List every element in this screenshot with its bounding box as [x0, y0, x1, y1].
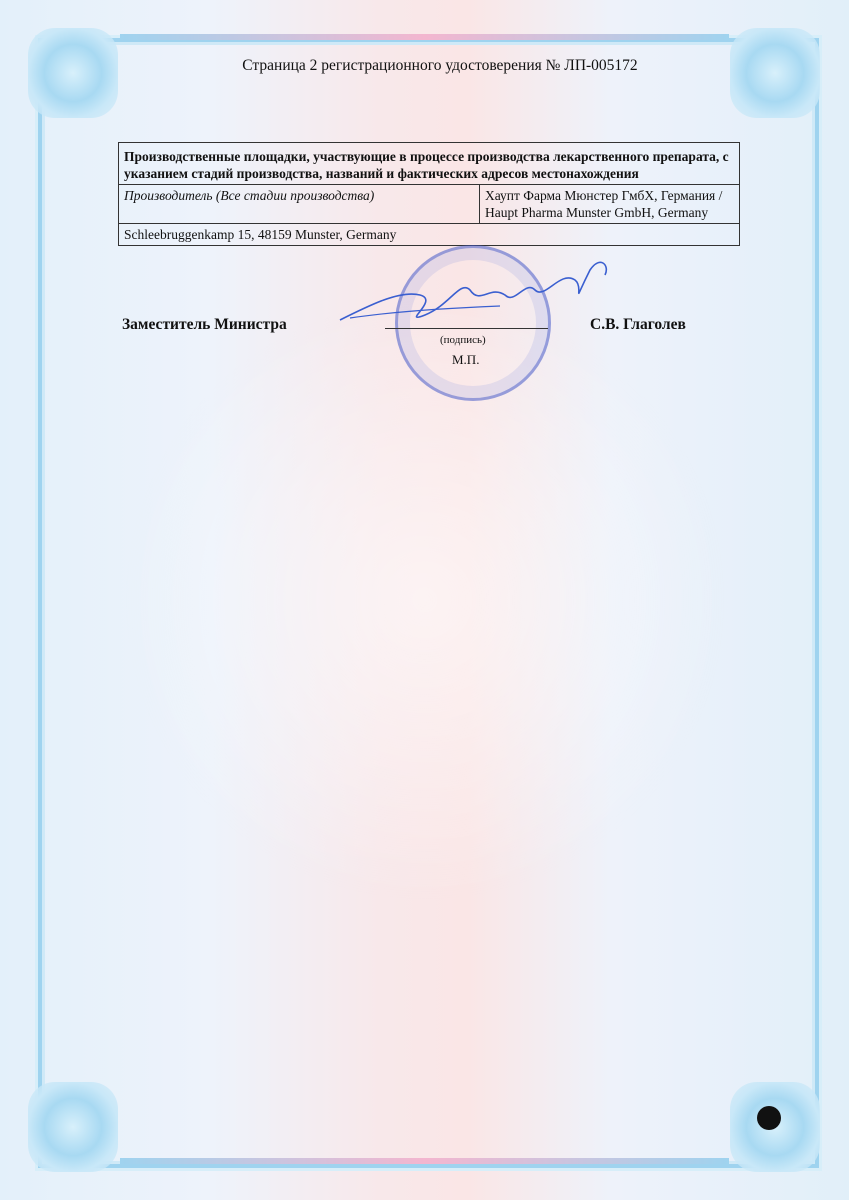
producer-role: Производитель (Все стадии производства): [119, 185, 480, 224]
punch-hole-dot: [757, 1106, 781, 1130]
table-row: [119, 224, 740, 246]
page-title: Страница 2 регистрационного удостоверения № ЛП-005172: [242, 57, 638, 74]
producer-address: Schleebruggenkamp 15, 48159 Munster, Germany: [119, 224, 740, 246]
table-row: [119, 185, 740, 224]
producer-name: Хаупт Фарма Мюнстер ГмбХ, Германия / Haupt Pharma Munster GmbH, Germany: [480, 185, 740, 224]
signatory-name: С.В. Глаголев: [590, 316, 686, 333]
corner-rosette-bottom-left: [28, 1082, 118, 1172]
seal-label: М.П.: [452, 352, 480, 367]
table-heading: Производственные площадки, участвующие в процессе производства лекарственного препарата, с указанием стадий производства, названий и фактических адресов местонахождения: [119, 143, 740, 185]
handwritten-signature: [330, 250, 630, 340]
signature-caption: (подпись): [440, 334, 486, 346]
border-stripe-bottom: [120, 1158, 729, 1164]
border-stripe-top: [120, 34, 729, 40]
production-sites-table: [118, 142, 740, 246]
signatory-position: Заместитель Министра: [122, 316, 287, 333]
signature-line: [385, 328, 548, 329]
